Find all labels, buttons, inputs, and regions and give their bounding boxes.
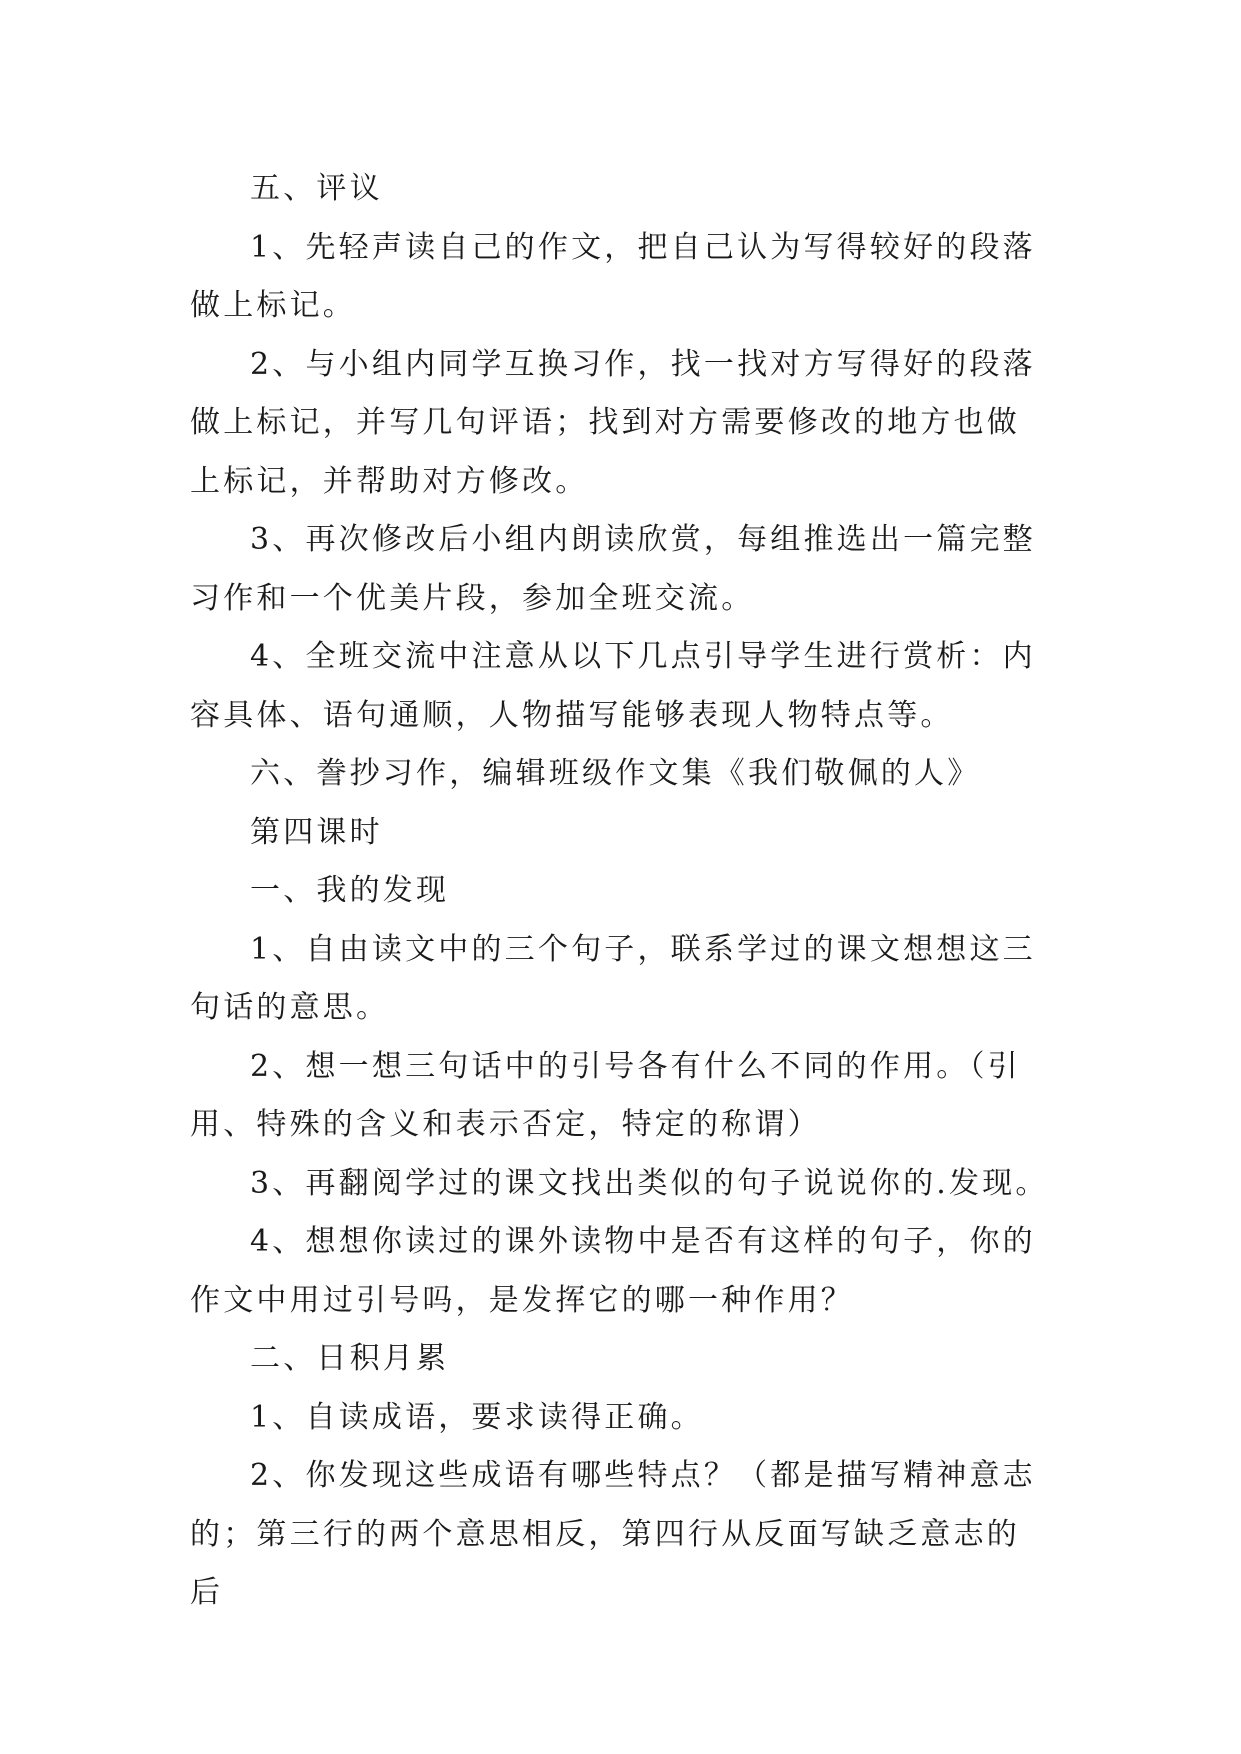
paragraph: 3、再次修改后小组内朗读欣赏，每组推选出一篇完整习作和一个优美片段，参加全班交流。 [190, 522, 1036, 616]
paragraph: 1、自读成语，要求读得正确。 [250, 1399, 704, 1435]
section-heading-evaluation: 五、评议 [250, 171, 383, 206]
lesson-heading: 第四课时 [250, 814, 383, 850]
paragraph: 1、自由读文中的三个句子，联系学过的课文想想这三句话的意思。 [190, 931, 1036, 1025]
section-heading-copy: 六、誊抄习作，编辑班级作文集《我们敬佩的人》 [250, 756, 981, 791]
paragraph: 1、先轻声读自己的作文，把自己认为写得较好的段落做上标记。 [190, 229, 1036, 323]
paragraph: 4、全班交流中注意从以下几点引导学生进行赏析：内容具体、语句通顺，人物描写能够表现人物特点等。 [190, 639, 1036, 733]
section-heading-discovery: 一、我的发现 [250, 873, 450, 908]
paragraph: 3、再翻阅学过的课文找出类似的句子说说你的.发现。 [250, 1165, 1049, 1201]
paragraph: 4、想想你读过的课外读物中是否有这样的句子，你的作文中用过引号吗，是发挥它的哪一种作用？ [190, 1224, 1036, 1318]
paragraph: 2、与小组内同学互换习作，找一找对方写得好的段落做上标记，并写几句评语；找到对方需要修改的地方也做上标记，并帮助对方修改。 [190, 346, 1036, 499]
document-body [190, 160, 1050, 1623]
section-heading-accumulation: 二、日积月累 [250, 1341, 450, 1376]
paragraph: 2、你发现这些成语有哪些特点？（都是描写精神意志的；第三行的两个意思相反，第四行从反面写缺乏意志的后 [190, 1458, 1036, 1610]
paragraph: 2、想一想三句话中的引号各有什么不同的作用。（引用、特殊的含义和表示否定，特定的称谓） [190, 1048, 1021, 1142]
